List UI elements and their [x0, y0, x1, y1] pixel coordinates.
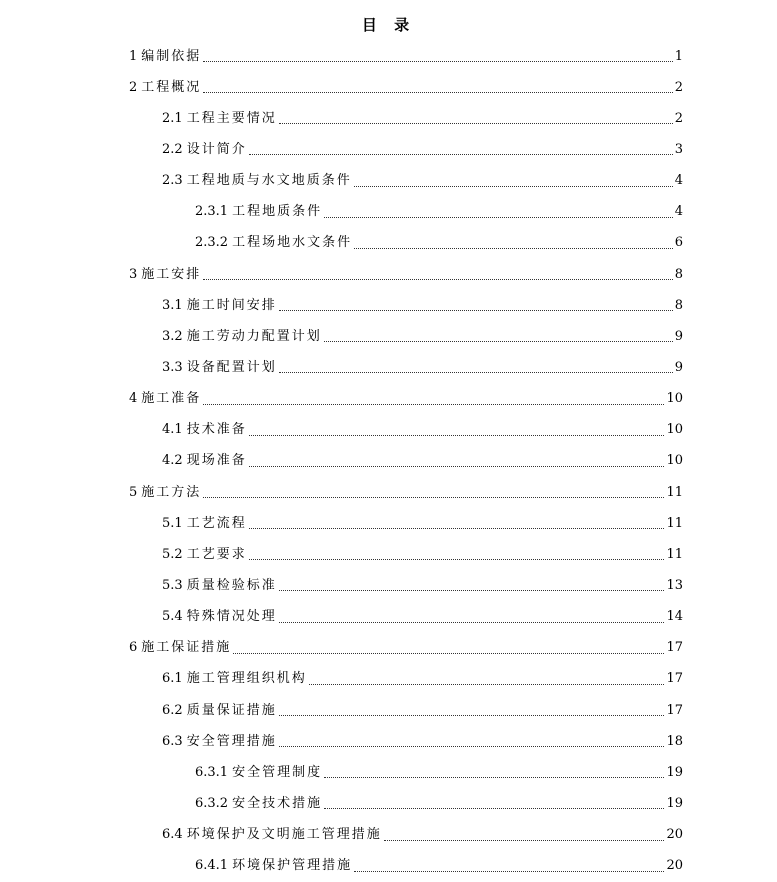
dot-leader [203, 404, 664, 405]
toc-entry[interactable] [0, 103, 777, 134]
toc-entry-number: 2.2 [162, 141, 183, 157]
toc-entry-number: 1 [129, 48, 138, 64]
dot-leader [324, 217, 673, 218]
toc-entry-title: 施工劳动力配置计划 [186, 328, 322, 344]
toc-entry-number: 6.3.1 [195, 764, 229, 780]
toc-entry-page-number: 17 [666, 702, 683, 718]
dot-leader [354, 186, 673, 187]
toc-entry-number: 5.1 [162, 515, 183, 531]
toc-entry-title: 环境保护管理措施 [232, 858, 353, 874]
dot-leader [249, 559, 665, 560]
toc-entry[interactable] [0, 384, 777, 415]
toc-entry-number: 2 [129, 79, 138, 95]
dot-leader [279, 310, 673, 311]
toc-entry[interactable] [0, 508, 777, 539]
toc-entry[interactable] [0, 477, 777, 508]
toc-entry-number: 3.1 [162, 297, 183, 313]
toc-entry[interactable] [0, 41, 777, 72]
toc-entry[interactable] [0, 228, 777, 259]
toc-entry-title: 施工准备 [141, 391, 202, 407]
toc-entry-number: 2.3.1 [195, 204, 229, 220]
toc-entry-title: 技术准备 [186, 422, 247, 438]
toc-entry-number: 6.4 [162, 827, 183, 843]
toc-entry-title: 设备配置计划 [186, 359, 277, 375]
toc-entry-number: 4.1 [162, 422, 183, 438]
toc-entry-title: 施工时间安排 [186, 297, 277, 313]
toc-entry-number: 3.3 [162, 359, 183, 375]
toc-entry[interactable] [0, 446, 777, 477]
toc-entry-number: 6.2 [162, 702, 183, 718]
toc-entry-page-number: 9 [674, 359, 683, 375]
dot-leader [309, 684, 665, 685]
toc-entry[interactable] [0, 539, 777, 570]
dot-leader [203, 92, 672, 93]
table-of-contents [0, 41, 777, 882]
toc-entry-title: 质量检验标准 [186, 577, 277, 593]
toc-entry-title: 工艺流程 [186, 515, 247, 531]
toc-entry[interactable] [0, 352, 777, 383]
toc-entry-page-number: 6 [674, 235, 683, 251]
dot-leader [203, 497, 664, 498]
toc-entry-page-number: 17 [666, 671, 683, 687]
dot-leader [279, 590, 665, 591]
toc-entry[interactable] [0, 788, 777, 819]
toc-entry-title: 工程地质条件 [232, 204, 323, 220]
toc-entry-title: 现场准备 [186, 453, 247, 469]
toc-entry-number: 6.3.2 [195, 795, 229, 811]
toc-entry[interactable] [0, 197, 777, 228]
toc-entry[interactable] [0, 695, 777, 726]
toc-entry[interactable] [0, 290, 777, 321]
toc-entry-page-number: 8 [674, 266, 683, 282]
toc-entry-title: 安全管理制度 [232, 764, 323, 780]
toc-entry-title: 质量保证措施 [186, 702, 277, 718]
toc-entry[interactable] [0, 321, 777, 352]
toc-entry-page-number: 19 [666, 764, 683, 780]
toc-entry-title: 工程地质与水文地质条件 [186, 173, 352, 189]
dot-leader [279, 746, 665, 747]
toc-entry-title: 工程场地水文条件 [232, 235, 353, 251]
toc-entry[interactable] [0, 259, 777, 290]
dot-leader [354, 248, 673, 249]
toc-entry-number: 5.3 [162, 577, 183, 593]
toc-entry-page-number: 20 [666, 827, 683, 843]
toc-entry[interactable] [0, 134, 777, 165]
toc-entry-number: 6 [129, 640, 138, 656]
toc-entry-number: 3 [129, 266, 138, 282]
toc-entry-title: 工艺要求 [186, 546, 247, 562]
toc-entry-page-number: 2 [674, 110, 683, 126]
toc-entry-page-number: 11 [666, 484, 683, 500]
toc-entry-page-number: 3 [674, 141, 683, 157]
toc-entry[interactable] [0, 851, 777, 882]
toc-entry-page-number: 2 [674, 79, 683, 95]
toc-entry[interactable] [0, 72, 777, 103]
toc-entry-title: 环境保护及文明施工管理措施 [186, 827, 382, 843]
toc-entry-page-number: 13 [666, 577, 683, 593]
toc-entry-title: 安全技术措施 [232, 795, 323, 811]
dot-leader [279, 622, 665, 623]
toc-entry-title: 编制依据 [141, 48, 202, 64]
toc-entry-title: 施工保证措施 [141, 640, 232, 656]
dot-leader [203, 61, 672, 62]
toc-entry-page-number: 19 [666, 795, 683, 811]
dot-leader [324, 777, 664, 778]
toc-entry-page-number: 1 [674, 48, 683, 64]
toc-entry-title: 施工安排 [141, 266, 202, 282]
toc-entry-page-number: 10 [666, 453, 683, 469]
toc-entry-number: 4.2 [162, 453, 183, 469]
dot-leader [279, 715, 665, 716]
toc-entry-page-number: 9 [674, 328, 683, 344]
toc-entry-title: 安全管理措施 [186, 733, 277, 749]
toc-entry-page-number: 20 [666, 858, 683, 874]
toc-entry-title: 施工方法 [141, 484, 202, 500]
toc-entry[interactable] [0, 415, 777, 446]
toc-entry-number: 5 [129, 484, 138, 500]
toc-entry-number: 6.3 [162, 733, 183, 749]
toc-entry-page-number: 14 [666, 609, 683, 625]
page-title: 目 录 [361, 16, 416, 34]
toc-entry[interactable] [0, 602, 777, 633]
dot-leader [233, 653, 664, 654]
dot-leader [354, 871, 664, 872]
dot-leader [384, 840, 665, 841]
dot-leader [324, 341, 673, 342]
dot-leader [279, 123, 673, 124]
toc-entry-number: 4 [129, 391, 138, 407]
toc-entry-number: 2.3 [162, 173, 183, 189]
toc-entry-number: 3.2 [162, 328, 183, 344]
dot-leader [203, 279, 672, 280]
toc-entry-title: 施工管理组织机构 [186, 671, 307, 687]
dot-leader [249, 154, 673, 155]
toc-entry[interactable] [0, 570, 777, 601]
toc-entry[interactable] [0, 633, 777, 664]
dot-leader [249, 435, 665, 436]
toc-entry-page-number: 11 [666, 546, 683, 562]
toc-entry-page-number: 4 [674, 173, 683, 189]
toc-entry[interactable] [0, 166, 777, 197]
toc-entry-page-number: 18 [666, 733, 683, 749]
toc-entry-number: 5.2 [162, 546, 183, 562]
toc-entry-page-number: 10 [666, 391, 683, 407]
toc-entry-page-number: 8 [674, 297, 683, 313]
toc-entry-title: 设计简介 [186, 141, 247, 157]
toc-entry-number: 2.1 [162, 110, 183, 126]
toc-entry-page-number: 4 [674, 204, 683, 220]
toc-entry-page-number: 11 [666, 515, 683, 531]
toc-entry[interactable] [0, 664, 777, 695]
toc-entry[interactable] [0, 726, 777, 757]
toc-entry-title: 工程主要情况 [186, 110, 277, 126]
toc-entry-number: 5.4 [162, 609, 183, 625]
dot-leader [249, 466, 665, 467]
toc-entry-number: 2.3.2 [195, 235, 229, 251]
dot-leader [279, 372, 673, 373]
dot-leader [249, 528, 665, 529]
toc-entry-title: 特殊情况处理 [186, 609, 277, 625]
dot-leader [324, 808, 664, 809]
toc-entry-page-number: 17 [666, 640, 683, 656]
toc-entry-number: 6.4.1 [195, 858, 229, 874]
toc-entry-page-number: 10 [666, 422, 683, 438]
toc-entry[interactable] [0, 757, 777, 788]
toc-entry-number: 6.1 [162, 671, 183, 687]
toc-entry[interactable] [0, 820, 777, 851]
toc-entry-title: 工程概况 [141, 79, 202, 95]
